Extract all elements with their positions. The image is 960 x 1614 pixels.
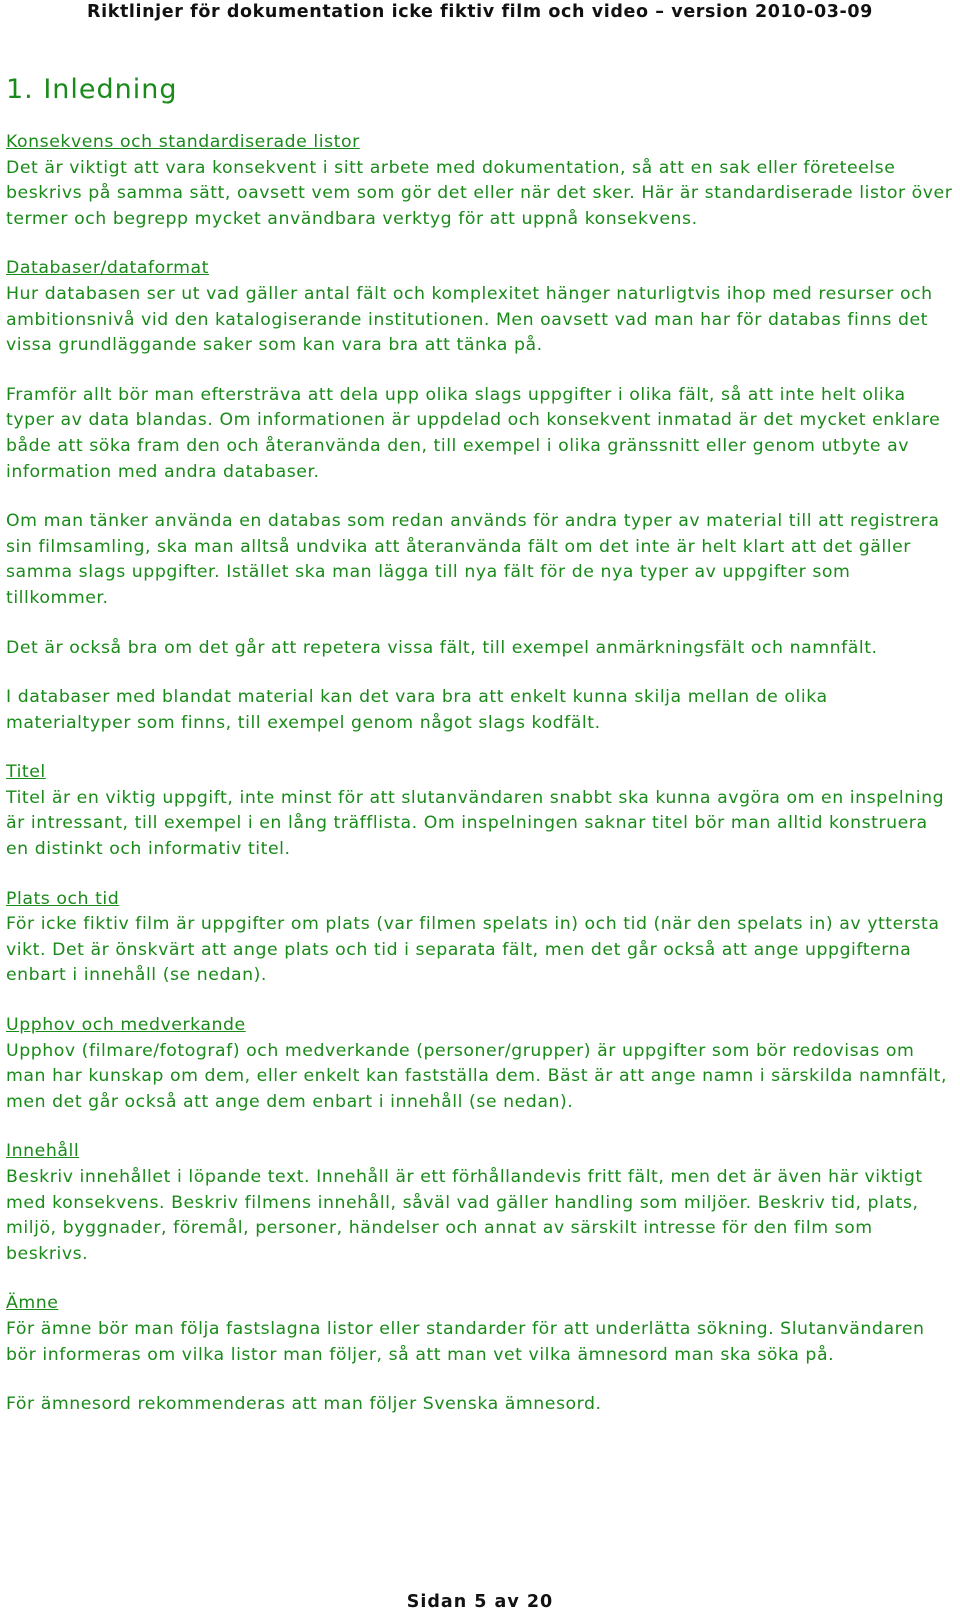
paragraph: Framför allt bör man eftersträva att dela upp olika slags uppgifter i olika fält, så att inte helt olika typer av data blandas. Om informationen är uppdelad och konsekvent inmatad är det mycket enklare både att söka fram den och återanvända den, till exempel i olika gränssnitt eller genom utbyte av information med andra databaser. — [6, 384, 941, 482]
paragraph: För ämne bör man följa fastslagna listor eller standarder för att underlätta sökning. Slutanvändaren bör informeras om vilka listor man följer, så att man vet vilka ämnesord man ska söka på. — [6, 1318, 925, 1365]
paragraph: Det är viktigt att vara konsekvent i sitt arbete med dokumentation, så att en sak eller företeelse beskrivs på samma sätt, oavsett vem som gör det eller när det sker. Här är standardiserade listor över termer och begrepp mycket användbara verktyg för att uppnå konsekvens. — [6, 157, 953, 229]
section-heading-upphov: Upphov och medverkande — [6, 1015, 246, 1036]
section-heading-plats-och-tid: Plats och tid — [6, 888, 120, 909]
document-body — [6, 70, 954, 1442]
section-heading-innehall: Innehåll — [6, 1141, 80, 1162]
paragraph: Beskriv innehållet i löpande text. Innehåll är ett förhållandevis fritt fält, men det är även här viktigt med konsekvens. Beskriv filmens innehåll, såväl vad gäller handling som miljöer. Beskriv tid, plats, miljö, byggnader, föremål, personer, händelser och annat av särskilt intresse för den film som beskrivs. — [6, 1167, 923, 1264]
section-titel — [6, 760, 954, 862]
section-databaser — [6, 256, 954, 736]
paragraph: För ämnesord rekommenderas att man följer Svenska ämnesord. — [6, 1394, 602, 1415]
paragraph: Hur databasen ser ut vad gäller antal fält och komplexitet hänger naturligtvis ihop med resurser och ambitionsnivå vid den katalogiserande institutionen. Men oavsett vad man har för databas finns det vissa grundläggande saker som kan vara bra att tänka på. — [6, 283, 933, 356]
section-heading-amne: Ämne — [6, 1293, 59, 1314]
section-heading-titel: Titel — [6, 762, 46, 783]
paragraph: I databaser med blandat material kan det vara bra att enkelt kunna skilja mellan de olika materialtyper som finns, till exempel genom något slags kodfält. — [6, 687, 828, 733]
paragraph: För icke fiktiv film är uppgifter om plats (var filmen spelats in) och tid (när den spelats in) av yttersta vikt. Det är önskvärt att ange plats och tid i separata fält, men det går också att ange uppgifterna enbart i innehåll (se nedan). — [6, 914, 940, 986]
chapter-title: 1. Inledning — [6, 74, 178, 105]
section-upphov — [6, 1013, 954, 1115]
section-innehall — [6, 1139, 954, 1267]
section-amne — [6, 1291, 954, 1417]
section-heading-konsekvens: Konsekvens och standardiserade listor — [6, 132, 360, 152]
page-number: Sidan 5 av 20 — [406, 1592, 554, 1612]
paragraph: Titel är en viktig uppgift, inte minst för att slutanvändaren snabbt ska kunna avgöra om en inspelning är intressant, till exempel i en lång träfflista. Om inspelningen saknar titel bör man alltid konstruera en distinkt och informativ titel. — [6, 787, 945, 860]
paragraph: Om man tänker använda en databas som redan används för andra typer av material till att registrera sin filmsamling, ska man alltså undvika att återanvända fält om det inte är helt klart att det gäller samma slags uppgifter. Istället ska man lägga till nya fält för de nya typer av uppgifter som tillkommer. — [6, 511, 940, 608]
paragraph: Upphov (filmare/fotograf) och medverkande (personer/grupper) är uppgifter som bör redovisas om man har kunskap om dem, eller enkelt kan fastställa dem. Bäst är att ange namn i särskilda namnfält, men det går också att ange dem enbart i innehåll (se nedan). — [6, 1040, 948, 1112]
paragraph: Det är också bra om det går att repetera vissa fält, till exempel anmärkningsfält och namnfält. — [6, 637, 878, 658]
section-heading-databaser: Databaser/dataformat — [6, 258, 209, 279]
running-header: Riktlinjer för dokumentation icke fiktiv film och video – version 2010-03-09 — [87, 2, 873, 22]
section-plats-och-tid — [6, 887, 954, 989]
section-konsekvens — [6, 130, 954, 232]
